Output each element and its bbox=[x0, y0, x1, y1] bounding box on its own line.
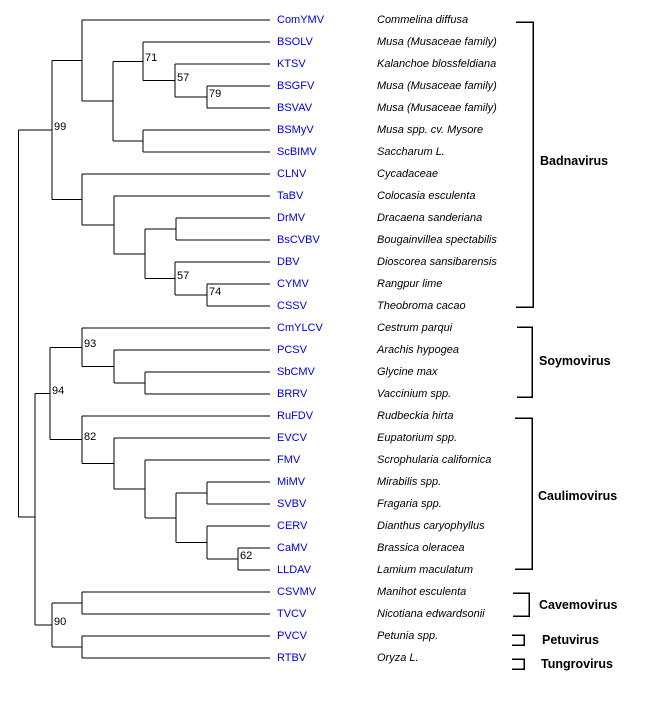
bootstrap-value: 74 bbox=[209, 286, 222, 298]
taxon-label: BSGFV bbox=[277, 80, 315, 92]
host-label: Eupatorium spp. bbox=[377, 432, 458, 444]
host-label: Musa (Musaceae family) bbox=[377, 36, 497, 48]
genus-label: Petuvirus bbox=[542, 633, 599, 647]
taxon-label: BSVAV bbox=[277, 102, 313, 114]
host-label: Dianthus caryophyllus bbox=[377, 520, 485, 532]
host-label: Dioscorea sansibarensis bbox=[377, 256, 497, 268]
bootstrap-value: 62 bbox=[240, 550, 253, 562]
host-label: Rudbeckia hirta bbox=[377, 410, 454, 422]
host-label: Nicotiana edwardsonii bbox=[377, 608, 485, 620]
genus-bracket bbox=[517, 327, 532, 397]
taxon-label: TVCV bbox=[277, 608, 307, 620]
host-label: Musa (Musaceae family) bbox=[377, 102, 497, 114]
host-label: Vaccinium spp. bbox=[377, 388, 452, 400]
host-label: Commelina diffusa bbox=[377, 14, 469, 26]
genus-label: Caulimovirus bbox=[538, 489, 618, 503]
host-label: Musa (Musaceae family) bbox=[377, 80, 497, 92]
host-label: Brassica oleracea bbox=[377, 542, 465, 554]
taxon-label: FMV bbox=[277, 454, 301, 466]
taxon-label: LLDAV bbox=[277, 564, 312, 576]
host-label: Fragaria spp. bbox=[377, 498, 442, 510]
taxon-label: CERV bbox=[277, 520, 308, 532]
host-label: Dracaena sanderiana bbox=[377, 212, 483, 224]
host-label: Theobroma cacao bbox=[377, 300, 466, 312]
genus-bracket bbox=[512, 635, 524, 645]
host-label: Bougainvillea spectabilis bbox=[377, 234, 497, 246]
taxon-label: SbCMV bbox=[277, 366, 315, 378]
bootstrap-value: 99 bbox=[54, 121, 67, 133]
taxon-label: RTBV bbox=[277, 652, 307, 664]
taxon-label: CSSV bbox=[277, 300, 307, 312]
host-label: Mirabilis spp. bbox=[377, 476, 442, 488]
taxon-label: BsCVBV bbox=[277, 234, 320, 246]
host-label: Arachis hypogea bbox=[377, 344, 459, 356]
taxon-label: DrMV bbox=[277, 212, 306, 224]
taxon-label: CYMV bbox=[277, 278, 309, 290]
taxon-label: TaBV bbox=[277, 190, 304, 202]
bootstrap-value: 71 bbox=[145, 52, 158, 65]
host-label: Scrophularia californica bbox=[377, 454, 492, 466]
host-label: Kalanchoe blossfeldiana bbox=[377, 58, 497, 70]
bootstrap-value: 90 bbox=[54, 616, 67, 628]
taxon-label: MiMV bbox=[277, 476, 306, 488]
taxon-label: ScBIMV bbox=[277, 146, 317, 158]
genus-bracket bbox=[513, 593, 529, 616]
host-label: Petunia spp. bbox=[377, 630, 439, 642]
genus-bracket bbox=[516, 22, 533, 307]
genus-label: Soymovirus bbox=[539, 354, 611, 368]
taxon-label: CLNV bbox=[277, 168, 307, 180]
host-label: Cestrum parqui bbox=[377, 322, 453, 334]
taxon-label: EVCV bbox=[277, 432, 307, 444]
host-label: Oryza L. bbox=[377, 652, 419, 664]
bootstrap-value: 94 bbox=[52, 384, 65, 397]
host-label: Glycine max bbox=[377, 366, 438, 378]
taxon-label: CmYLCV bbox=[277, 322, 323, 334]
host-label: Cycadaceae bbox=[377, 168, 439, 180]
genus-label: Tungrovirus bbox=[541, 657, 613, 671]
host-label: Colocasia esculenta bbox=[377, 190, 476, 202]
taxon-label: CSVMV bbox=[277, 586, 317, 598]
bootstrap-value: 57 bbox=[177, 269, 190, 282]
taxon-label: RuFDV bbox=[277, 410, 314, 422]
host-label: Rangpur lime bbox=[377, 278, 443, 290]
host-label: Saccharum L. bbox=[377, 146, 445, 158]
bootstrap-value: 79 bbox=[209, 88, 222, 100]
taxon-label: PCSV bbox=[277, 344, 307, 356]
genus-label: Cavemovirus bbox=[539, 598, 618, 612]
host-label: Manihot esculenta bbox=[377, 586, 467, 598]
taxon-label: ComYMV bbox=[277, 14, 325, 26]
genus-bracket bbox=[515, 418, 532, 569]
taxon-label: SVBV bbox=[277, 498, 307, 510]
taxon-label: KTSV bbox=[277, 58, 306, 70]
genus-bracket bbox=[512, 659, 524, 669]
genus-label: Badnavirus bbox=[540, 154, 609, 168]
host-label: Lamium maculatum bbox=[377, 564, 473, 576]
taxon-label: BSOLV bbox=[277, 36, 313, 48]
taxon-label: CaMV bbox=[277, 542, 308, 554]
taxon-label: BSMyV bbox=[277, 124, 314, 136]
bootstrap-value: 93 bbox=[84, 338, 97, 351]
taxon-label: PVCV bbox=[277, 630, 307, 642]
bootstrap-value: 57 bbox=[177, 71, 190, 84]
bootstrap-value: 82 bbox=[84, 430, 97, 443]
taxon-label: DBV bbox=[277, 256, 300, 268]
taxon-label: BRRV bbox=[277, 388, 308, 400]
host-label: Musa spp. cv. Mysore bbox=[377, 124, 484, 136]
